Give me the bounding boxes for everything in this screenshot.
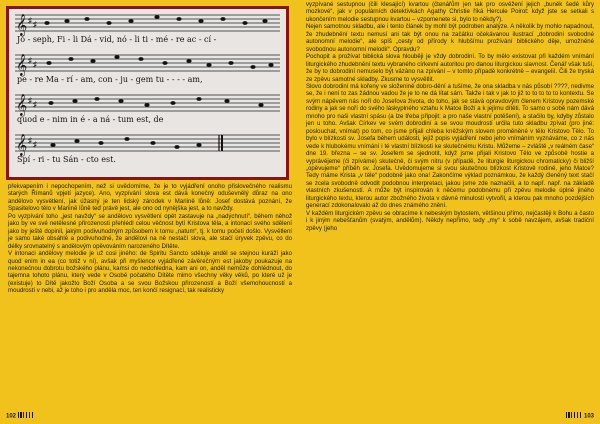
paragraph: Pochopit a prožívat biblická slova hlouběji je vždy dobrodiní. To by mělo existovat při každém vnímání liturgického zhudebnění textu vybraného církevní autoritou pro danou liturgickou slavnost. Čenář však tuší, že by to dobrodiní nemuselo být vázáno na zpívání – v tomto případě konkrétně – evangelií. Čili že tryská ze zpěvu samotné skladby. Zkusme to vysvětlit. xyxy=(306,53,594,83)
paragraph: Slovo dobrodiní má kořeny ve složenině dobro-dění a tušíme, že ona skladba v nás působí ????, nedivme se, že i není to zas žádnou vadou že je to ne dá lítat sám. Takže i tak v jak to již to to to to to kontextu. Se svým nápěvem nás noří do Josefova života, do toho, jak se stává opravdovým členem Kristovy pozemské rodiny a jak se noří do svého láskyplného vztahu k Matce Boží a k jejímu dítěti. To samo o sobě nám dává mnoho pro naši vlastní spásu (a lze třeba připojit: a pro naše vlastní potěšení), a stačilo by, kdyby zůstalo jen u toho. Avšak Církev ve svém dobrodiní a se svou moudrostí určila tuto skladbu zpívat (pro jiné: poslouchat, vnímat) po tom, co jsme přijali chleba kněžským slovem proměněné v tělo Kristovo Tělo. To bylo v blízkosti sv. Josefa během události, jejíž popis vyjádření nebo jeho vnímáním vyznáváme, co z nás vede k hlubokému vnímání i té vlastní blízkosti ke skutečnému Kristu. Můžeme – zvláště „v reálném čase“ dne 19. března – se sv. Josefem se sjednotit, když jsme přijali Kristovo Tělo ve způsobě hostie a vyprávějeme (či zpíváme) skutečně, či svým nitru (v případě, že liturgie liturgickou chromaticky) či bližší „opěvujeme“ příběh sv. Josefa. Uvědomujeme si svou skutečnou blízkost Kristově rodině, jeho Matce? Tedy máme Krista „v těle“ podobně jako ona! Zakončíme výklad poznámkou, že každý členěný text stačí se zcela svobodně odvodit podobnou interpretaci, jakou jsme zde naznačili, a to např. např. na základě vlastních zkušeností. A může být inspirován k něčemu podobnému při zpěvu melodie úplně jiného liturgického textu, kterou autor zbožného života v dávné minulosti vytvořil, a kterou pak mnoho pozdějších generací zdokonalovalo až do dnes známého znění. xyxy=(306,82,594,210)
right-column-text xyxy=(306,1,594,232)
paragraph: V intonaci andělovy melodie je už cosi jiného: de Spiritu Sancto sděluje anděl se stejnou kuráží jako quod enim in ea (co totiž v ní), avšak při myšlence vyjádřené závěrečným est jakoby poukazuje na nekonečnou dobrotu božského plánu, kamsi do nedohledna, kam ani on, anděl nemůže dohlédnout, do tajemna tohoto plánu, který vede v Osobě počatého Dítěte mimo všechny věky věků, po které už je (existuje) to Dítě jakožto Boží Osoba a se svou Božskou přirozeností a Boží všemohoucností a moudrostí v nebi, až je toho i pro anděla moc, ten končí resignací, tak realisticky xyxy=(8,250,292,295)
svg-text:♯: ♯ xyxy=(33,100,37,109)
staff-2 xyxy=(15,54,280,84)
lyric-line-1: Jó - seph, Fi - li Dá - vid, nó - li ti - mé - re ac - cí - xyxy=(17,35,217,44)
svg-text:♯: ♯ xyxy=(28,96,32,105)
paragraph: Nejen samotnou skladbu, ale i tento článek by mohl být podroben analýze. A několik by mohlo napadnout, že zhudebnění textu nemusí ani tak být onou na začátku očekávanou ilustrací „dobrodiní svobodné autonomní melodie“, ale spíš „cesty od přírody k hlubšímu prožívání biblického děje, umožněné svobodnou autonomní melodií“. Opravdu? xyxy=(306,23,594,53)
treble-clef-icon: 𝄞 xyxy=(16,94,28,116)
staff-3 xyxy=(15,94,280,124)
treble-clef-icon: 𝄞 xyxy=(16,134,28,156)
page-number-left: 102 xyxy=(6,412,34,420)
svg-text:♯: ♯ xyxy=(33,60,37,69)
paragraph: V každém liturgickém zpěvu se obracíme k nebeským bytostem, většinou přímo, nejčastěji k Bohu a často i k jiným nebešťanům (svatým, andělům). Někdy nepřímo, tedy „my“ k sobě navzájem, avšak tradiční zpěvy (jeho xyxy=(306,209,594,232)
treble-clef-icon: 𝄞 xyxy=(16,54,28,76)
svg-text:♯: ♯ xyxy=(28,16,32,25)
right-page xyxy=(300,0,600,424)
svg-text:♯: ♯ xyxy=(33,20,37,29)
staff-4 xyxy=(15,134,280,164)
svg-text:♯: ♯ xyxy=(28,56,32,65)
svg-text:♯: ♯ xyxy=(33,140,37,149)
svg-text:♯: ♯ xyxy=(28,136,32,145)
page-number-right: 103 xyxy=(566,412,594,420)
chant-notation xyxy=(9,9,286,177)
lyric-line-2: pe - re Ma - rí - am, con - ju - gem tu - - - - am, xyxy=(17,75,203,84)
lyric-line-4: Spí - ri - tu Sán - cto est. xyxy=(17,155,116,164)
paragraph: vyzpívané sestupnou (čili klesající) kvartou (čtenářům jen tak pro osvěžení jejich „buněk šedé kůry mozkové“, jak v populárních detektivkách Agathy Christie říká Hercule Poirot: když jste se setkali s ukončením melodie sestupnou kvartou – vzpomenete si, bylo to někdy?). xyxy=(306,1,594,23)
folio-bars-icon xyxy=(18,412,35,420)
left-column-text xyxy=(8,183,292,295)
lyric-line-3: quod e - nim in é - a ná - tum est, de xyxy=(17,115,164,124)
staff-1 xyxy=(15,14,280,44)
chant-score-image xyxy=(6,6,289,180)
paragraph: Po vyzpívání toho „jest navždy“ se andělovo vysvětlení opět zastavuje na „nadýchnutí“, během něhož jako by ve své netělesné přirozenosti přehlédl celou věčnost bytí Kristova těla, a intonací svého sdělení jako by ještě dopinil, jakým podivuhodným způsobem k tomu „natum“, tj. k tomu početí došlo. Vysvětlení je samo také obsáhlé a podivuhodné, že andělovi na ně nestačí slova, ale stačí úryvek zpěvu, co do délky srovnatelný s andělovým opěvováním narozeného Dítěte. xyxy=(8,212,292,250)
paragraph: překvapením i nepochopením, než si uvědomíme, že je to vyjádření onoho přislovečného realismu starých Římanů vpjetí jazyce). Ano, vyzpívání slova est dává konečný oduševnělý důraz na ono andělovo vysvětlení, jak úžasný je ten lidský zárodek v Mariině lůně: Josef dostává poznání, že Spasitelovo tělo v Mariině lůně teď právě jest, ale ono od nynějška jest, a to navždy. xyxy=(8,183,292,213)
folio-bars-icon xyxy=(566,412,583,420)
treble-clef-icon: 𝄞 xyxy=(16,14,28,36)
